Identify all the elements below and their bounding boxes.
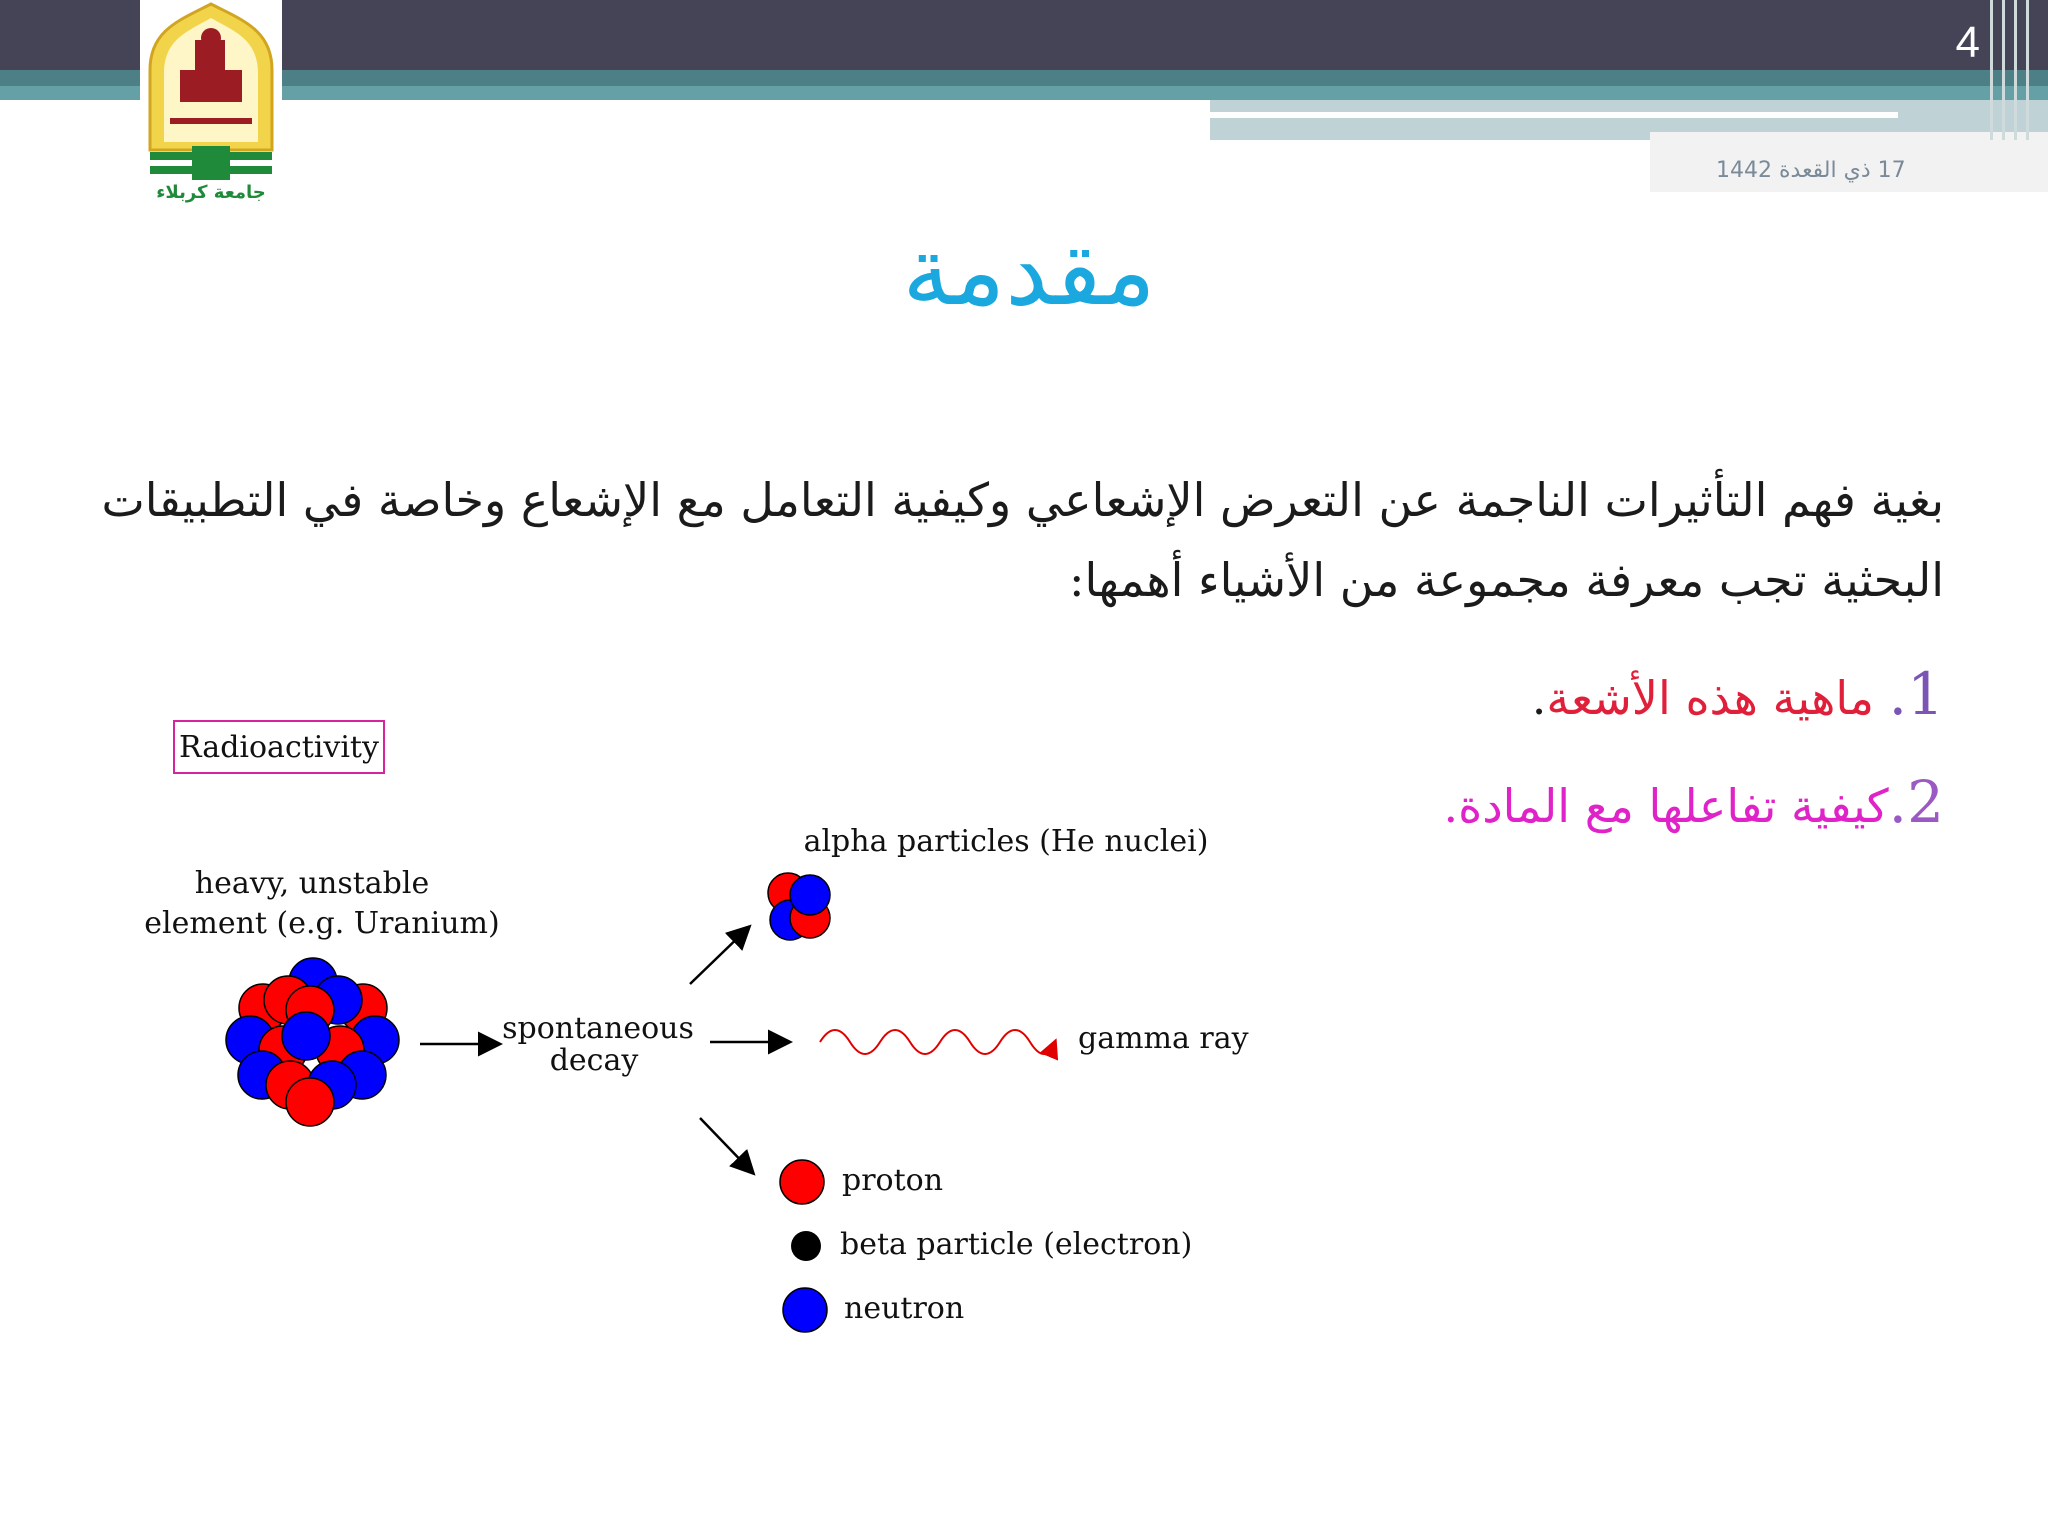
legend-neutron-label: neutron xyxy=(844,1291,965,1326)
list-item-end: . xyxy=(1443,779,1459,833)
list-number: 1. xyxy=(1888,660,1944,728)
process-label-line1: spontaneous xyxy=(502,1011,694,1046)
list-item-text: ماهية هذه الأشعة xyxy=(1546,671,1889,725)
gamma-wave xyxy=(820,1030,1055,1054)
source-label-line1: heavy, unstable xyxy=(194,866,430,901)
alpha-particle xyxy=(768,873,830,940)
alpha-label: alpha particles (He nuclei) xyxy=(803,824,1209,859)
list-item-text: كيفية تفاعلها مع المادة xyxy=(1458,779,1889,833)
slide-number: 4 xyxy=(1955,18,1980,67)
radioactivity-label-box: Radioactivity xyxy=(173,720,385,774)
arrow-to-alpha xyxy=(690,928,748,984)
logo-caption: جامعة كربلاء xyxy=(156,182,266,203)
gamma-label: gamma ray xyxy=(1078,1021,1249,1056)
list-number: 2. xyxy=(1888,768,1944,836)
uranium-nucleus xyxy=(226,958,399,1126)
list-item-end: . xyxy=(1531,671,1547,725)
source-label-line2: element (e.g. Uranium) xyxy=(144,906,500,941)
neutron-symbol xyxy=(783,1288,827,1332)
electron-symbol xyxy=(791,1231,821,1261)
slide-date: 17 ذي القعدة 1442 xyxy=(1716,158,1906,183)
arrow-to-particles xyxy=(700,1118,752,1172)
legend-beta-label: beta particle (electron) xyxy=(840,1227,1193,1262)
intro-paragraph: بغية فهم التأثيرات الناجمة عن التعرض الإشعاعي وكيفية التعامل مع الإشعاع وخاصة في التطبيقات البحثية تجب معرفة مجموعة من الأشياء أهمها: xyxy=(101,473,1944,607)
legend-proton-label: proton xyxy=(842,1163,944,1198)
proton-symbol xyxy=(780,1160,824,1204)
slide-title: مقدمة xyxy=(902,215,1156,327)
process-label-line2: decay xyxy=(549,1043,639,1078)
